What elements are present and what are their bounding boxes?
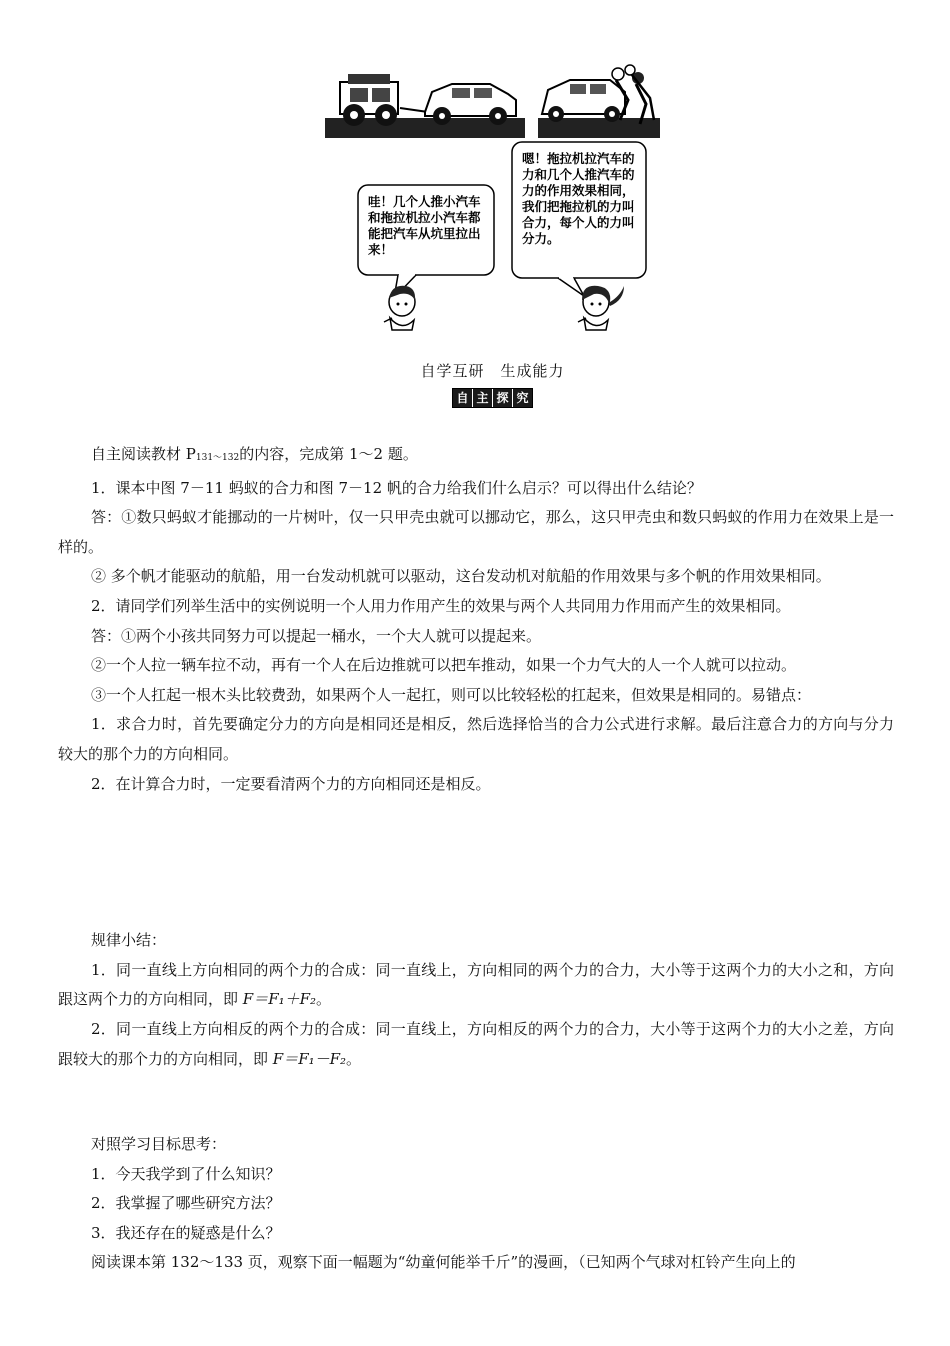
answer-2-part-2: ②一个人拉一辆车拉不动，再有一个人在后边推就可以把车推动，如果一个力气大的人一个人就可以拉动。 <box>91 656 797 675</box>
left-bubble-text: 哇！几个人推小汽车和拖拉机拉小汽车都能把汽车从坑里拉出来！ <box>368 194 481 257</box>
question-1: 1．课本中图 7－11 蚂蚁的合力和图 7－12 帆的合力给我们什么启示？可以得出什么结论？ <box>91 478 702 497</box>
question-2: 2．请同学们列举生活中的实例说明一个人用力作用产生的效果与两个人共同用力作用而产生的效果相同。 <box>91 596 791 615</box>
reflection-1: 1．今天我学到了什么知识？ <box>91 1164 281 1183</box>
reading-task: 阅读课本第 132～133 页，观察下面一幅题为“幼童何能举千斤”的漫画，（已知两个气球对杠铃产生向上的 <box>91 1253 796 1272</box>
spacer <box>58 799 894 926</box>
error-point-2: 2．在计算合力时，一定要看清两个力的方向相同还是相反。 <box>91 774 491 793</box>
answer-2-part-3: ③一个人扛起一根木头比较费劲，如果两个人一起扛，则可以比较轻松的扛起来，但效果是相同的。易错点： <box>91 685 812 704</box>
answer-2-part-1: 答：①两个小孩共同努力可以提起一桶水，一个大人就可以提起来。 <box>91 626 542 645</box>
intro-page-range: 131～132 <box>195 453 240 463</box>
summary-rule-2 <box>58 1015 894 1074</box>
reflection-heading: 对照学习目标思考： <box>91 1135 227 1154</box>
spacer <box>58 1074 894 1130</box>
reflection-3: 3．我还存在的疑惑是什么？ <box>91 1223 281 1242</box>
section-title: 自学互研 生成能力 <box>420 362 565 380</box>
error-point-1: 1．求合力时，首先要确定分力的方向是相同还是相反，然后选择恰当的合力公式进行求解。最后注意合力的方向与分力较大的那个力的方向相同。 <box>58 715 894 763</box>
badge-char: 自 <box>453 389 473 407</box>
pushing-panel <box>538 65 660 138</box>
answer-1-part-2: ② 多个帆才能驱动的航船，用一台发动机就可以驱动，这台发动机对航船的作用效果与多个帆的作用效果相同。 <box>91 567 831 586</box>
rule-1-text: 1．同一直线上方向相同的两个力的合成：同一直线上，方向相同的两个力的合力，大小等于这两个力的大小之和，方向跟这两个力的方向相同，即 <box>58 960 894 1009</box>
tractor-panel <box>325 74 525 138</box>
badge-char: 究 <box>513 389 532 407</box>
intro-text-end: 的内容，完成第 1～2 题。 <box>239 445 418 463</box>
boy-figure <box>384 286 415 330</box>
rule-2-formula: F＝F₁－F₂ <box>272 1049 347 1068</box>
rule-1-end: 。 <box>316 990 332 1009</box>
summary-heading: 规律小结： <box>91 931 167 950</box>
main-content <box>58 440 894 1278</box>
reading-instruction <box>58 440 894 474</box>
cartoon-illustration <box>320 60 665 340</box>
self-study-badge <box>452 388 533 408</box>
badge-char: 探 <box>493 389 513 407</box>
rule-2-end: 。 <box>346 1049 362 1068</box>
intro-text: 自主阅读教材 P <box>91 445 196 463</box>
summary-rule-1 <box>58 956 894 1015</box>
girl-figure <box>578 286 624 330</box>
reflection-2: 2．我掌握了哪些研究方法？ <box>91 1194 281 1213</box>
right-bubble-text: 嗯！拖拉机拉汽车的力和几个人推汽车的力的作用效果相同，我们把拖拉机的力叫合力，每个人的力叫分力。 <box>522 151 635 246</box>
badge-char: 主 <box>473 389 493 407</box>
rule-2-text: 2．同一直线上方向相反的两个力的合成：同一直线上，方向相反的两个力的合力，大小等于这两个力的大小之差，方向跟较大的那个力的方向相同，即 <box>58 1019 894 1068</box>
answer-1-part-1: 答：①数只蚂蚁才能挪动的一片树叶，仅一只甲壳虫就可以挪动它，那么，这只甲壳虫和数只蚂蚁的作用力在效果上是一样的。 <box>58 508 894 556</box>
rule-1-formula: F＝F₁＋F₂ <box>242 990 317 1009</box>
